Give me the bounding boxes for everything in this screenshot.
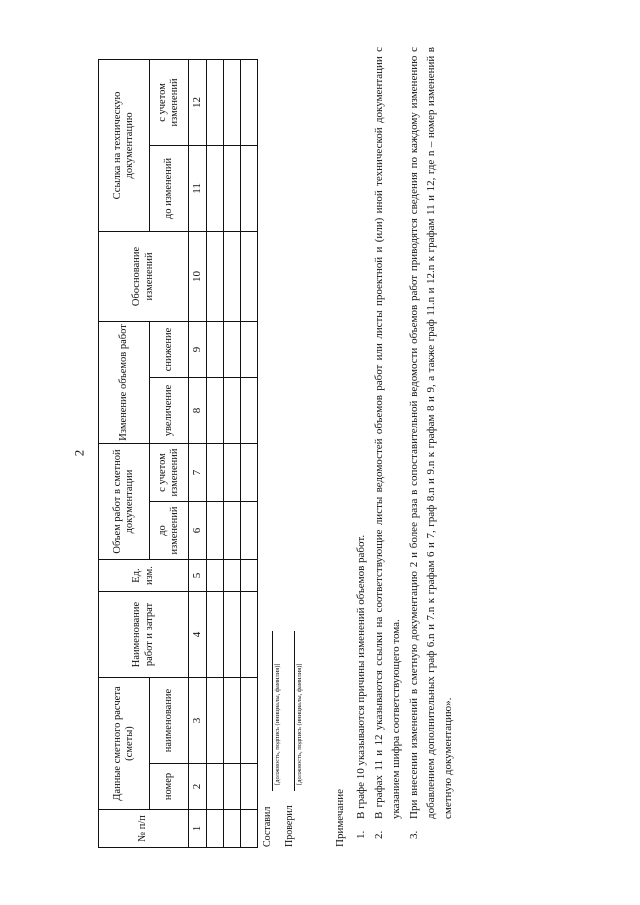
column-index: 10 [189,231,207,321]
note-number: 1. [355,830,368,839]
header-works: Наименование работ и затрат [99,592,189,678]
note-number: 2. [373,830,386,839]
table-cell [224,764,241,810]
table-cell [224,592,241,678]
column-index: 1 [189,810,207,848]
table-cell [224,321,241,377]
header-decrease: снижение [150,321,189,377]
note-item [406,47,457,847]
header-unit: Ед. изм. [99,560,189,592]
header-calc-group: Данные сметного расчета (сметы) [99,678,150,810]
table-cell [224,443,241,501]
table-cell [207,810,224,848]
header-ref-with: с учетом изменений [150,59,189,145]
header-calc-name: наименование [150,678,189,764]
header-volume-group: Объем работ в сметной документации [99,443,150,559]
table-cell [241,59,258,145]
table-cell [241,678,258,764]
table-cell [241,443,258,501]
table-cell [207,321,224,377]
column-index: 6 [189,502,207,560]
table-cell [241,810,258,848]
table-cell [224,59,241,145]
signature-checked [284,427,306,847]
table-cell [224,810,241,848]
header-change-group: Изменение объемов работ [99,321,150,443]
table-cell [224,678,241,764]
table-cell [241,592,258,678]
column-index: 11 [189,145,207,231]
signature-hint: [должность, подпись (инициалы, фамилия)] [296,663,303,785]
signature-line [272,631,273,791]
table-cell [241,145,258,231]
note-text: В графе 10 указываются причины изменений объемов работ. [355,534,368,819]
signatures [262,427,306,847]
table-row [207,59,224,847]
empty-rows [207,59,258,847]
note-text: В графах 11 и 12 указываются ссылки на соответствующие листы ведомостей объемов работ или листы проектной и (или) иной технической документации с указанием шифра соответствующего тома. [373,47,403,819]
table-cell [207,377,224,443]
table-cell [207,145,224,231]
table-cell [224,560,241,592]
note-text: При внесении изменений в сметную документацию 2 и более раза в сопоставительной ведомости объемов работ приводятся сведения по каждому изменению с добавлением дополнительных граф 6.n и 7.n к графам 6 и 7, граф 8.n и 9.n к графам 8 и 9, а также граф 11.n и 12.n к графам 11 и 12, где n – номер изменений в сметную документацию». [408,47,455,819]
signature-hint: [должность, подпись (инициалы, фамилия)] [274,663,281,785]
column-index: 7 [189,443,207,501]
table-cell [241,764,258,810]
table-cell [207,443,224,501]
table-row [241,59,258,847]
table-cell [224,502,241,560]
table-cell [241,502,258,560]
table-cell [241,231,258,321]
table-cell [207,592,224,678]
column-index: 3 [189,678,207,764]
checked-label: Проверил [284,805,295,847]
header-increase: увеличение [150,377,189,443]
table-cell [207,678,224,764]
table-cell [207,231,224,321]
column-index: 4 [189,592,207,678]
table-cell [224,231,241,321]
compiled-label: Составил [262,806,273,847]
table-cell [207,764,224,810]
table-cell [224,377,241,443]
notes-title: Примечание [334,789,346,847]
header-number: № п/п [99,810,189,848]
note-item [353,47,370,847]
note-item [371,47,405,847]
table-cell [241,377,258,443]
signature-compiled [262,427,284,847]
signature-line [294,631,295,791]
column-index: 5 [189,560,207,592]
table-cell [207,59,224,145]
table-cell [224,145,241,231]
comparison-table [98,60,253,848]
header-calc-number: номер [150,764,189,810]
header-reason: Обоснование изменений [99,231,189,321]
table-cell [241,560,258,592]
note-number: 3. [408,830,421,839]
header-ref-group: Ссылка на техническую документацию [99,59,150,231]
column-index: 2 [189,764,207,810]
header-ref-before: до изменений [150,145,189,231]
header-volume-before: до изменений [150,502,189,560]
header-volume-with: с учетом изменений [150,443,189,501]
table-cell [207,502,224,560]
notes [332,47,457,847]
table-row [224,59,241,847]
column-index: 9 [189,321,207,377]
column-index: 12 [189,59,207,145]
table-cell [207,560,224,592]
table-cell [241,321,258,377]
column-index: 8 [189,377,207,443]
page-number: 2 [71,449,87,457]
